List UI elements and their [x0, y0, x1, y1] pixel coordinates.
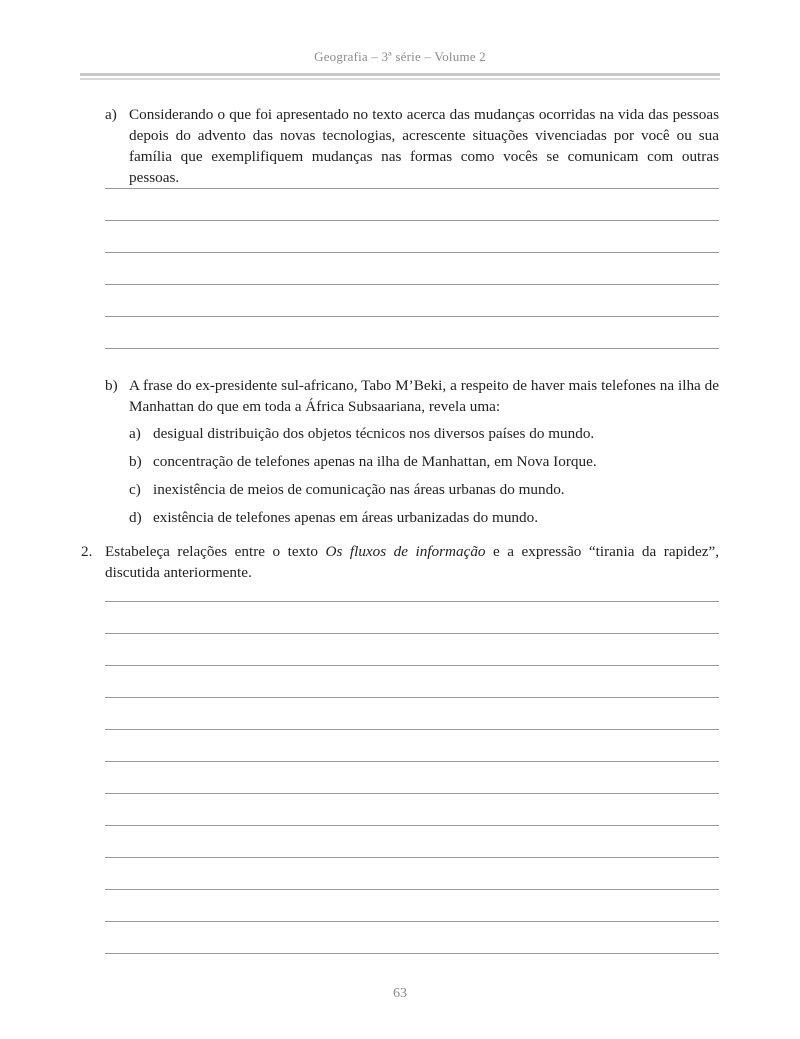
- option-label: b): [129, 453, 142, 470]
- option-label: a): [129, 425, 141, 442]
- answer-line-1a-6[interactable]: [105, 348, 719, 349]
- question-1a-label: a): [105, 106, 117, 123]
- answer-line-1a-1[interactable]: [105, 188, 719, 189]
- answer-line-1a-2[interactable]: [105, 220, 719, 221]
- answer-line-2-9[interactable]: [105, 857, 719, 858]
- header-rule-thin: [80, 78, 720, 80]
- option-text: existência de telefones apenas em áreas urbanizadas do mundo.: [153, 509, 539, 526]
- answer-line-1a-5[interactable]: [105, 316, 719, 317]
- answer-line-2-4[interactable]: [105, 697, 719, 698]
- option-1b-c[interactable]: [129, 479, 719, 500]
- answer-line-1a-4[interactable]: [105, 284, 719, 285]
- question-1a-text: Considerando o que foi apresentado no texto acerca das mudanças ocorridas na vida das pessoas depois do advento das novas tecnologias, acrescente situações vivenciadas por você ou sua família que exemplifiquem mudanças nas formas como vocês se comunicam com outras pessoas.: [129, 106, 719, 186]
- option-text: concentração de telefones apenas na ilha de Manhattan, em Nova Iorque.: [153, 453, 597, 470]
- question-2-text: [105, 541, 719, 583]
- answer-line-2-6[interactable]: [105, 761, 719, 762]
- option-text: desigual distribuição dos objetos técnicos nos diversos países do mundo.: [153, 425, 595, 442]
- option-1b-d[interactable]: [129, 507, 719, 528]
- question-1b-text: A frase do ex-presidente sul-africano, Tabo M’Beki, a respeito de haver mais telefones na ilha de Manhattan do que em toda a África Subsaariana, revela uma:: [129, 377, 719, 415]
- question-2-text-after: e a expressão “tirania da rapidez”, discutida anteriormente.: [105, 543, 719, 581]
- option-label: c): [129, 481, 141, 498]
- answer-line-2-11[interactable]: [105, 921, 719, 922]
- option-label: d): [129, 509, 142, 526]
- answer-line-2-10[interactable]: [105, 889, 719, 890]
- question-2-text-title: Os fluxos de informação: [325, 543, 486, 560]
- answer-line-2-7[interactable]: [105, 793, 719, 794]
- option-text: inexistência de meios de comunicação nas áreas urbanas do mundo.: [153, 481, 565, 498]
- answer-line-2-1[interactable]: [105, 601, 719, 602]
- header-rule: [80, 73, 720, 76]
- option-1b-a[interactable]: [129, 423, 719, 444]
- option-1b-b[interactable]: [129, 451, 719, 472]
- answer-line-1a-3[interactable]: [105, 252, 719, 253]
- question-2-label: 2.: [81, 543, 93, 560]
- question-1b-label: b): [105, 377, 118, 394]
- question-2: [81, 541, 719, 583]
- answer-line-2-3[interactable]: [105, 665, 719, 666]
- page-number: 63: [393, 986, 407, 1001]
- question-1a: [105, 104, 719, 188]
- answer-line-2-5[interactable]: [105, 729, 719, 730]
- question-1b: [105, 375, 719, 417]
- answer-line-2-2[interactable]: [105, 633, 719, 634]
- answer-line-2-12[interactable]: [105, 953, 719, 954]
- running-header: Geografia – 3ª série – Volume 2: [314, 49, 486, 64]
- question-2-text-before: Estabeleça relações entre o texto: [105, 543, 326, 560]
- answer-line-2-8[interactable]: [105, 825, 719, 826]
